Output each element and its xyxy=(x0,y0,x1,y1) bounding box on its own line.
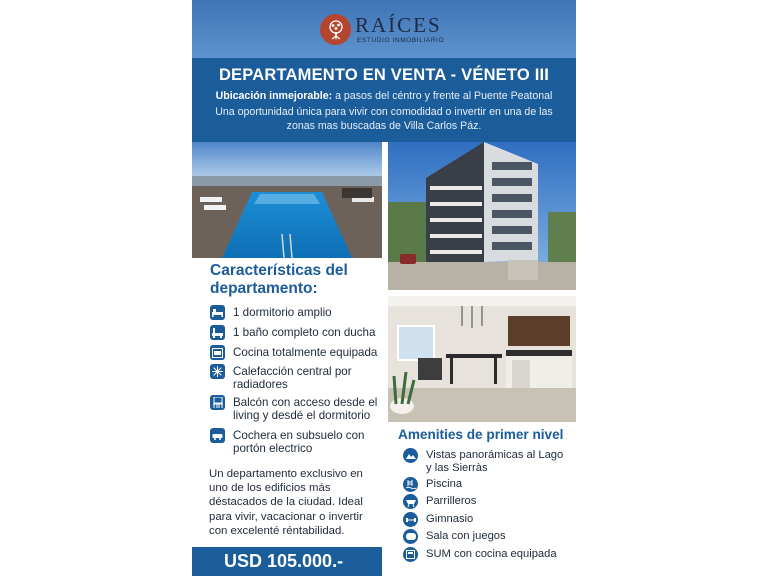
amenity-sum xyxy=(403,548,571,562)
feature-balcony xyxy=(210,396,382,422)
amenity-text: Vistas panorámicas al Lago y las Sierràs xyxy=(426,449,564,474)
subtitle-bold: Ubicación inmejorable: xyxy=(215,90,333,102)
amenity-text: SUM con cocina equipada xyxy=(426,548,557,560)
building-photo xyxy=(388,142,576,290)
listing-blurb: Un departamento exclusivo en uno de los edificios más déstacados de la ciudad. Ideal para vivir, vacacionar o invertir con excelenté réntabilidad. xyxy=(209,468,363,537)
garage-icon xyxy=(210,428,225,443)
feature-bathroom xyxy=(210,326,382,340)
feature-text: Cochera en subsuelo con portón electrico xyxy=(233,429,365,455)
bath-icon xyxy=(210,325,225,340)
listing-description: Una oportunidad única para vivir con comodidad o invertir en una de las zonas mas buscadas de Villa Carlos Páz. xyxy=(215,106,553,132)
brand-name: RAÍCES xyxy=(355,13,442,37)
real-estate-flyer xyxy=(192,0,576,576)
view-icon xyxy=(403,448,418,463)
games-icon xyxy=(403,529,418,544)
feature-garage xyxy=(210,429,382,455)
pool-photo xyxy=(192,142,382,258)
feature-text: Calefacción central por radiadores xyxy=(233,365,352,391)
price-label: USD 105.000.- xyxy=(224,551,344,571)
amenity-text: Piscina xyxy=(426,478,463,490)
title-section xyxy=(192,58,576,142)
feature-text: 1 dormitorio amplio xyxy=(233,306,332,319)
feature-text: 1 baño completo con ducha xyxy=(233,326,376,339)
feature-text: Balcón con acceso desde el living y desdé el dormitorio xyxy=(233,396,378,422)
header-banner xyxy=(192,0,576,58)
pool-icon xyxy=(403,477,418,492)
amenity-grills xyxy=(403,495,571,509)
kitchen-icon xyxy=(210,345,225,360)
listing-subtitle xyxy=(192,90,576,102)
price-banner xyxy=(192,547,382,576)
amenity-text: Sala con juegos xyxy=(426,530,506,542)
feature-bedroom xyxy=(210,306,382,320)
gym-icon xyxy=(403,512,418,527)
sum-icon xyxy=(403,547,418,562)
balcony-icon xyxy=(210,395,225,410)
amenities-heading: Amenities de primer nivel xyxy=(398,427,564,442)
amenity-pool xyxy=(403,478,571,492)
tree-logo-icon xyxy=(320,14,351,45)
amenity-gym xyxy=(403,513,571,527)
brand-tagline: ESTUDIO INMOBILIARIO xyxy=(357,37,445,44)
heating-icon xyxy=(210,364,225,379)
interior-photo xyxy=(388,296,576,422)
subtitle-rest: a pasos del céntro y frente al Puente Peatonal xyxy=(332,90,553,102)
feature-heating xyxy=(210,365,382,391)
feature-kitchen xyxy=(210,346,382,360)
features-heading: Características del departamento: xyxy=(210,262,348,297)
amenity-views xyxy=(403,449,571,475)
listing-title: DEPARTAMENTO EN VENTA - VÉNETO III xyxy=(218,66,550,84)
amenity-games xyxy=(403,530,571,544)
grill-icon xyxy=(403,494,418,509)
feature-text: Cocina totalmente equipada xyxy=(233,346,378,359)
bed-icon xyxy=(210,305,225,320)
amenity-text: Parrilleros xyxy=(426,495,477,507)
amenity-text: Gimnasio xyxy=(426,513,474,525)
